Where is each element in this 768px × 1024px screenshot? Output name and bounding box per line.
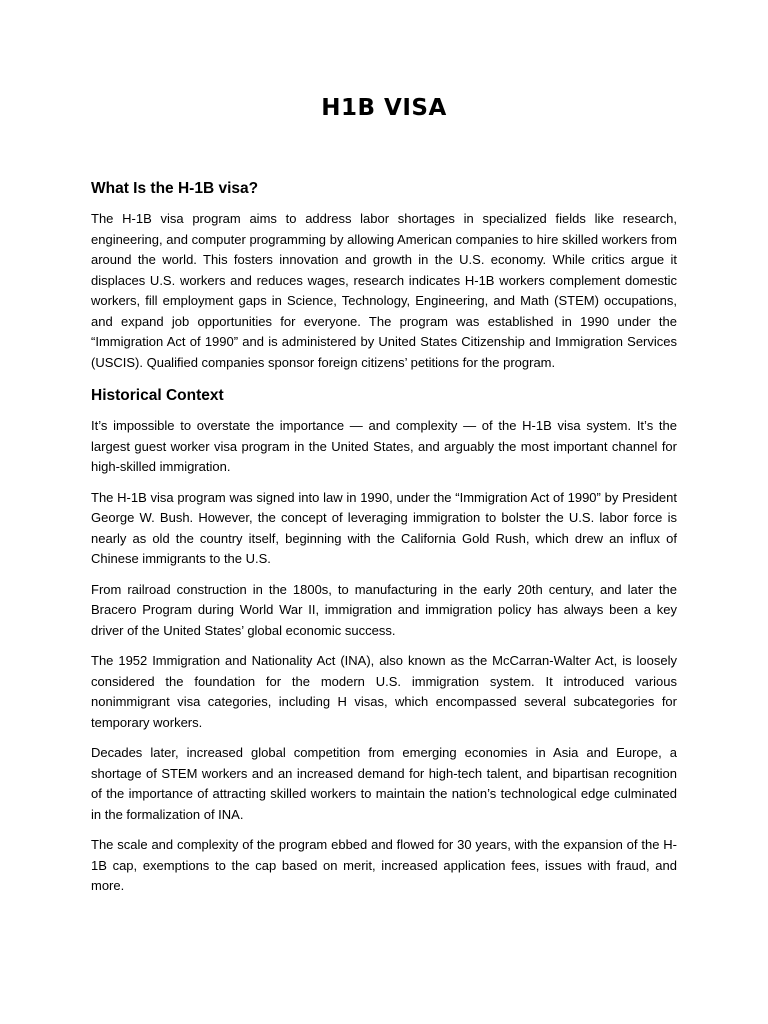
paragraph: The 1952 Immigration and Nationality Act (INA), also known as the McCarran-Walter Act, is loosely considered the foundation for the modern U.S. immigration system. It introduced various nonimmigrant visa categories, including H visas, which encompassed several subcategories for temporary workers. (91, 653, 677, 730)
section-heading-historical-context: Historical Context (91, 387, 224, 404)
section-heading-what-is: What Is the H-1B visa? (91, 180, 259, 197)
paragraph: The H-1B visa program was signed into law in 1990, under the “Immigration Act of 1990” by President George W. Bush. However, the concept of leveraging immigration to bolster the U.S. labor force is nearly as old the country itself, beginning with the California Gold Rush, which drew an influx of Chinese immigrants to the U.S. (91, 489, 677, 566)
paragraph: Decades later, increased global competition from emerging economies in Asia and Europe, a shortage of STEM workers and an increased demand for high-tech talent, and bipartisan recognition of the importance of attracting skilled workers to maintain the nation’s technological edge culminated in the formalization of INA. (91, 745, 677, 822)
paragraph: The H-1B visa program aims to address labor shortages in specialized fields like research, engineering, and computer programming by allowing American companies to hire skilled workers from around the world. This fosters innovation and growth in the U.S. economy. While critics argue it displaces U.S. workers and reduces wages, research indicates H-1B workers complement domestic workers, fill employment gaps in Science, Technology, Engineering, and Math (STEM) occupations, and expand job opportunities for everyone. The program was established in 1990 under the “Immigration Act of 1990” and is administered by United States Citizenship and Immigration Services (USCIS). Qualified companies sponsor foreign citizens’ petitions for the program. (91, 211, 677, 370)
document-body (91, 178, 677, 907)
paragraph: From railroad construction in the 1800s, to manufacturing in the early 20th century, and later the Bracero Program during World War II, immigration and immigration policy has always been a key driver of the United States’ global economic success. (91, 581, 677, 638)
paragraph: It’s impossible to overstate the importance — and complexity — of the H-1B visa system. It’s the largest guest worker visa program in the United States, and arguably the most important channel for high-skilled immigration. (91, 418, 677, 474)
paragraph: The scale and complexity of the program ebbed and flowed for 30 years, with the expansion of the H-1B cap, exemptions to the cap based on merit, increased application fees, issues with fraud, and more. (91, 837, 677, 893)
document-title: H1B VISA (321, 95, 447, 121)
